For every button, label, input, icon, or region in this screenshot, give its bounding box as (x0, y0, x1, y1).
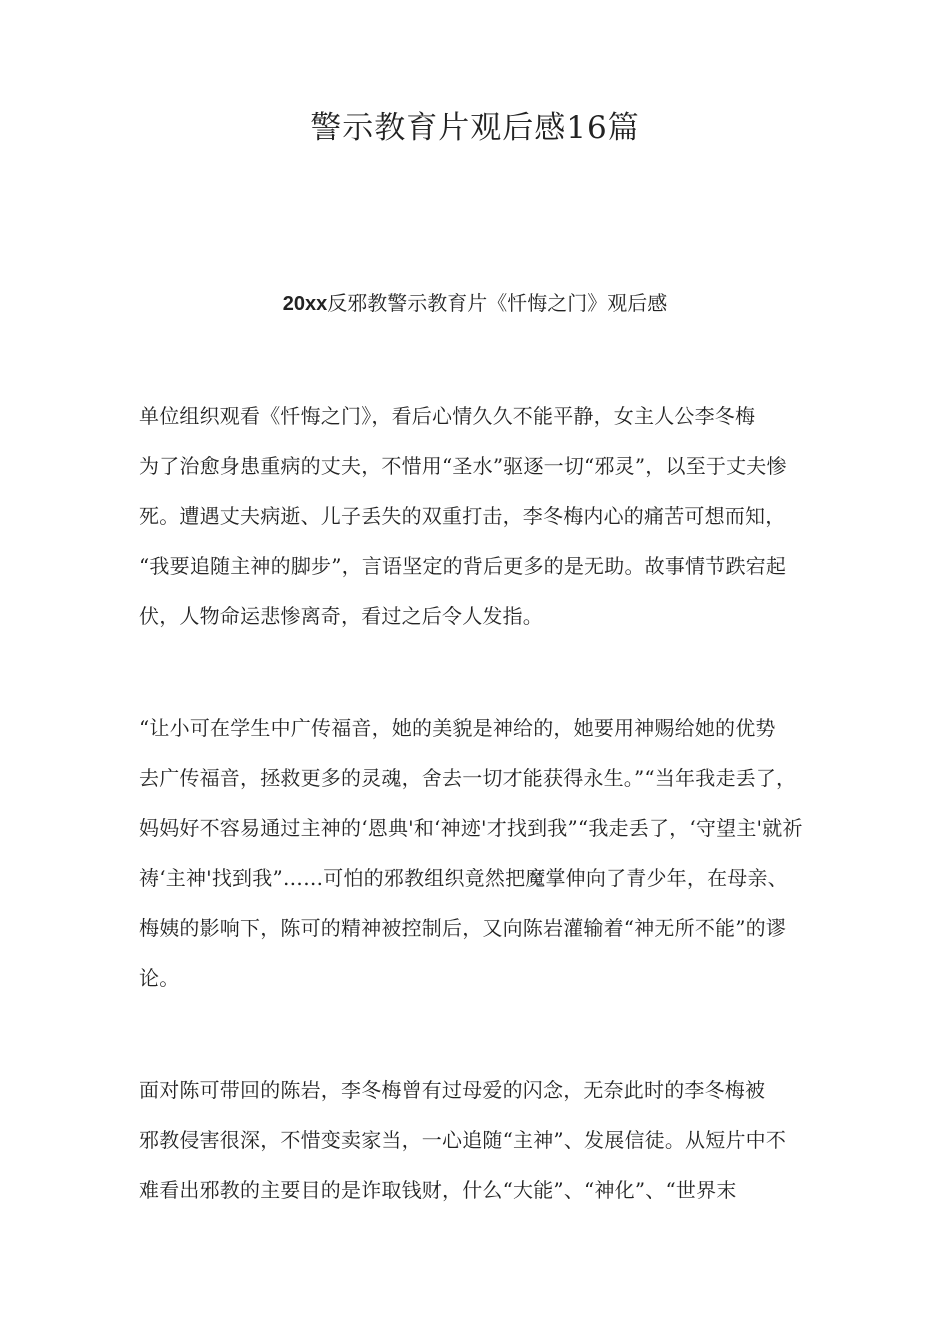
paragraph-2 (139, 703, 829, 1003)
paragraph-line: “我要追随主神的脚步”，言语坚定的背后更多的是无助。故事情节跌宕起 (139, 554, 787, 578)
paragraph-line: 论。 (139, 966, 180, 990)
section-heading-text: 反邪教警示教育片《忏悔之门》观后感 (327, 291, 668, 315)
section-heading (0, 286, 950, 321)
paragraph-line: 去广传福音，拯救更多的灵魂，舍去一切才能获得永生。”“当年我走丢了， (139, 766, 797, 790)
document-title: 警示教育片观后感16篇 (310, 110, 640, 146)
paragraph-line: 难看出邪教的主要目的是诈取钱财，什么“大能”、“神化”、“世界末 (139, 1178, 737, 1202)
paragraph-3 (139, 1065, 829, 1215)
paragraph-line: 妈妈好不容易通过主神的‘恩典'和‘神迹'才找到我”“我走丢了，‘守望主'就祈 (139, 816, 803, 840)
section-heading-year: 20xx (282, 293, 328, 315)
paragraph-1 (139, 391, 829, 641)
paragraph-line: 死。遭遇丈夫病逝、儿子丢失的双重打击，李冬梅内心的痛苦可想而知， (139, 504, 786, 528)
paragraph-line: 梅姨的影响下，陈可的精神被控制后，又向陈岩灌输着“神无所不能”的谬 (139, 916, 787, 940)
paragraph-line: “让小可在学生中广传福音，她的美貌是神给的，她要用神赐给她的优势 (139, 716, 776, 740)
paragraph-line: 伏，人物命运悲惨离奇，看过之后令人发指。 (139, 604, 543, 628)
paragraph-line: 邪教侵害很深，不惜变卖家当，一心追随“主神”、发展信徒。从短片中不 (139, 1128, 787, 1152)
paragraph-line: 为了治愈身患重病的丈夫，不惜用“圣水”驱逐一切“邪灵”，以至于丈夫惨 (139, 454, 787, 478)
paragraph-line: 单位组织观看《忏悔之门》，看后心情久久不能平静，女主人公李冬梅 (139, 404, 756, 428)
paragraph-line: 面对陈可带回的陈岩，李冬梅曾有过母爱的闪念，无奈此时的李冬梅被 (139, 1078, 766, 1102)
paragraph-line: 祷‘主神'找到我”……可怕的邪教组织竟然把魔掌伸向了青少年，在母亲、 (139, 866, 788, 890)
